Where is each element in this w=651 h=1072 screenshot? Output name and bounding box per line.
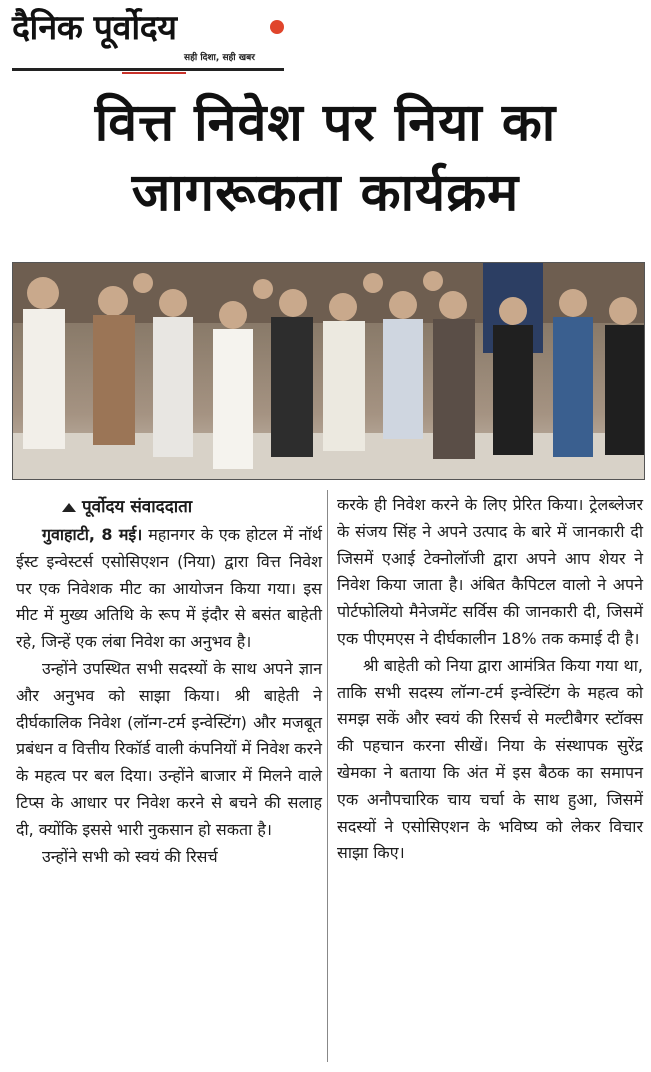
headline-line-2: जागरूकता कार्यक्रम	[131, 163, 520, 223]
article-paragraph-3-continued: करके ही निवेश करने के लिए प्रेरित किया। ट्रेलब्लेजर के संजय सिंह ने अपने उत्पाद के बारे में जानकारी दी जिसमें एआई टेक्नोलॉजी द्वारा अपने आप शेयर ने निवेश किया जाता है। अंबित कैपिटल वालो ने अपने पोर्टफोलियो मैनेजमेंट सर्विस की जानकारी दी, जिसमें एक पीएमएस ने दीर्घकालीन 18% तक कमाई दी है।	[337, 495, 643, 648]
masthead-accent-rule	[122, 72, 186, 74]
headline-line-1: वित्त निवेश पर निया का	[94, 93, 557, 153]
article-paragraph-4: श्री बाहेती को निया द्वारा आमंत्रित किया गया था, ताकि सभी सदस्य लॉन्ग-टर्म इन्वेस्टिंग के महत्व को समझ सकें और स्वयं की रिसर्च से मल्टीबैगर स्टॉक्स की पहचान करना सीखें। निया के संस्थापक सुरेंद्र खेमका ने बताया कि अंत में इस बैठक का समापन एक अनौपचारिक चाय चर्चा के साथ हुआ, जिसमें सदस्यों ने एसोसिएशन के भविष्य को लेकर विचार साझा किए।	[337, 655, 643, 863]
article-paragraph-3: उन्होंने सभी को स्वयं की रिसर्च	[42, 846, 218, 866]
tagline: सही दिशा, सही खबर	[184, 53, 255, 63]
dateline: गुवाहाटी, 8 मई।	[42, 525, 143, 544]
masthead-rule	[12, 68, 284, 71]
article-paragraph-1	[16, 522, 322, 656]
newspaper-name: दैनिक पूर्वोदय	[12, 8, 177, 48]
article-column-right	[337, 492, 643, 867]
byline	[16, 492, 322, 522]
article-paragraph-1-text: महानगर के एक होटल में नॉर्थ ईस्ट इन्वेस्टर्स एसोसिएशन (निया) द्वारा वित्त निवेश पर एक निवेशक मीट का आयोजन किया गया। इस मीट में मुख्य अतिथि के रूप में इंदौर से बसंत बाहेती रहे, जिन्हें एक लंबा निवेश का अनुभव है।	[16, 525, 322, 652]
byline-triangle-icon	[62, 503, 76, 512]
byline-text: पूर्वोदय संवाददाता	[82, 497, 193, 517]
group-photo-illustration	[13, 263, 644, 479]
headline	[10, 88, 641, 228]
article-column-left	[16, 492, 322, 870]
column-divider	[327, 490, 328, 1062]
group-photo	[12, 262, 645, 480]
masthead	[12, 6, 290, 74]
logo-dot	[270, 20, 284, 34]
article-paragraph-2: उन्होंने उपस्थित सभी सदस्यों के साथ अपने ज्ञान और अनुभव को साझा किया। श्री बाहेती ने दीर्घकालिक निवेश (लॉन्ग-टर्म इन्वेस्टिंग) और मजबूत प्रबंधन व वित्तीय रिकॉर्ड वाली कंपनियों में निवेश करने के महत्व पर बल दिया। उन्होंने बाजार में मिलने वाले टिप्स के आधार पर निवेश करने से बचने की सलाह दी, क्योंकि इससे भारी नुकसान हो सकता है।	[16, 658, 322, 839]
